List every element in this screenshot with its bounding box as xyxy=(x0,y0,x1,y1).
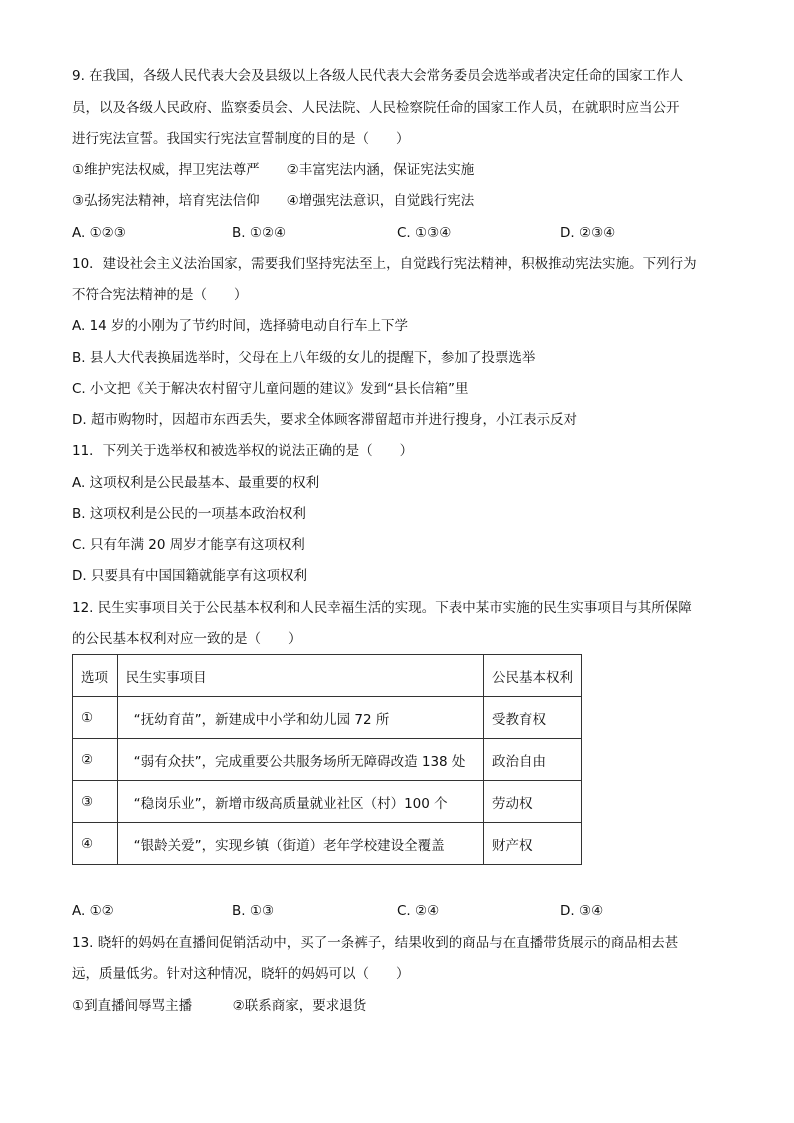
table-header-row xyxy=(73,655,582,697)
question-11-option-d: D. 只要具有中国国籍就能享有这项权利 xyxy=(72,568,307,584)
question-12-stem-line-1: 12. 民生实事项目关于公民基本权利和人民幸福生活的实现。下表中某市实施的民生实事项目与其所保障 xyxy=(72,600,692,616)
question-11-option-b: B. 这项权利是公民的一项基本政治权利 xyxy=(72,506,306,522)
table-cell-project: “抚幼育苗”，新建成中小学和幼儿园 72 所 xyxy=(117,697,483,739)
question-13-statement-1-2: ①到直播间辱骂主播 ②联系商家，要求退货 xyxy=(72,998,367,1014)
question-12-stem-line-2: 的公民基本权利对应一致的是（ ） xyxy=(72,631,302,647)
rights-table xyxy=(72,654,582,865)
table-row xyxy=(73,697,582,739)
option-c: C. ②④ xyxy=(397,903,440,919)
question-9-options xyxy=(72,223,722,243)
table-row xyxy=(73,781,582,823)
table-cell-project: “银龄关爱”，实现乡镇（街道）老年学校建设全覆盖 xyxy=(117,823,483,865)
table-cell-right: 政治自由 xyxy=(484,739,582,781)
table-header-cell: 公民基本权利 xyxy=(484,655,582,697)
option-b: B. ①③ xyxy=(232,903,275,919)
table-row xyxy=(73,739,582,781)
question-9-stem-line-2: 员，以及各级人民政府、监察委员会、人民法院、人民检察院任命的国家工作人员，在就职时应当公开 xyxy=(72,100,680,116)
option-b: B. ①②④ xyxy=(232,225,287,241)
question-9-stem-line-1: 9. 在我国，各级人民代表大会及县级以上各级人民代表大会常务委员会选举或者决定任命的国家工作人 xyxy=(72,68,684,84)
table-cell-option: ③ xyxy=(73,781,118,823)
question-11-option-c: C. 只有年满 20 周岁才能享有这项权利 xyxy=(72,537,305,553)
table-header-cell: 选项 xyxy=(73,655,118,697)
question-10-option-b: B. 县人大代表换届选举时，父母在上八年级的女儿的提醒下，参加了投票选举 xyxy=(72,350,536,366)
question-10-stem-line-2: 不符合宪法精神的是（ ） xyxy=(72,287,248,303)
question-9-statement-1-2: ①维护宪法权威，捍卫宪法尊严 ②丰富宪法内涵，保证宪法实施 xyxy=(72,162,475,178)
table-cell-option: ④ xyxy=(73,823,118,865)
option-a: A. ①② xyxy=(72,903,114,919)
question-13-stem-line-1: 13. 晓轩的妈妈在直播间促销活动中，买了一条裤子，结果收到的商品与在直播带货展示的商品相去甚 xyxy=(72,935,679,951)
table-cell-project: “稳岗乐业”，新增市级高质量就业社区（村）100 个 xyxy=(117,781,483,823)
table-cell-right: 财产权 xyxy=(484,823,582,865)
question-10-option-c: C. 小文把《关于解决农村留守儿童问题的建议》发到“县长信箱”里 xyxy=(72,381,469,397)
question-10-stem-line-1: 10．建设社会主义法治国家，需要我们坚持宪法至上，自觉践行宪法精神，积极推动宪法实施。下列行为 xyxy=(72,256,697,272)
question-12-options xyxy=(72,901,722,921)
table-header-cell: 民生实事项目 xyxy=(117,655,483,697)
table-cell-option: ① xyxy=(73,697,118,739)
question-11-stem: 11．下列关于选举权和被选举权的说法正确的是（ ） xyxy=(72,443,414,459)
question-9-statement-3-4: ③弘扬宪法精神，培育宪法信仰 ④增强宪法意识，自觉践行宪法 xyxy=(72,193,475,209)
table-cell-option: ② xyxy=(73,739,118,781)
table-row xyxy=(73,823,582,865)
table-cell-project: “弱有众扶”，完成重要公共服务场所无障碍改造 138 处 xyxy=(117,739,483,781)
option-a: A. ①②③ xyxy=(72,225,126,241)
question-11-option-a: A. 这项权利是公民最基本、最重要的权利 xyxy=(72,475,320,491)
question-10-option-a: A. 14 岁的小刚为了节约时间，选择骑电动自行车上下学 xyxy=(72,318,409,334)
option-d: D. ②③④ xyxy=(560,225,616,241)
question-9-stem-line-3: 进行宪法宣誓。我国实行宪法宣誓制度的目的是（ ） xyxy=(72,131,410,147)
option-d: D. ③④ xyxy=(560,903,604,919)
question-13-stem-line-2: 远，质量低劣。针对这种情况，晓轩的妈妈可以（ ） xyxy=(72,966,410,982)
table-cell-right: 劳动权 xyxy=(484,781,582,823)
option-c: C. ①③④ xyxy=(397,225,452,241)
question-10-option-d: D. 超市购物时，因超市东西丢失，要求全体顾客滞留超市并进行搜身，小江表示反对 xyxy=(72,412,577,428)
table-cell-right: 受教育权 xyxy=(484,697,582,739)
